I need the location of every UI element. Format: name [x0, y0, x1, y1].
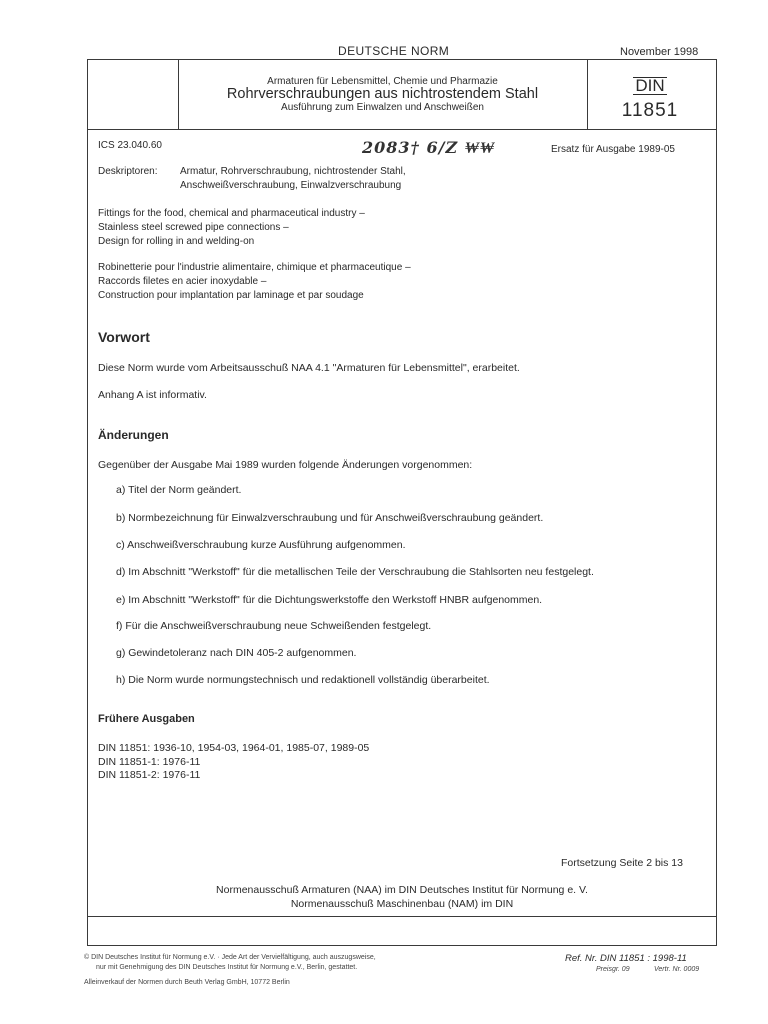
replacement-note: Ersatz für Ausgabe 1989-05 [551, 144, 675, 155]
committee-bottom-rule [88, 916, 716, 917]
sales-note: Alleinverkauf der Normen durch Beuth Verlag GmbH, 10772 Berlin [84, 979, 290, 986]
reference-number: Ref. Nr. DIN 11851 : 1998-11 [565, 953, 687, 964]
handwritten-stamp: 2083† 6/Z ₩₩ [362, 138, 496, 157]
previous-edition-line-2: DIN 11851-1: 1976-11 [98, 756, 201, 768]
english-title-line-2: Stainless steel screwed pipe connections – [98, 222, 289, 233]
previous-editions-heading: Frühere Ausgaben [98, 713, 195, 725]
committee-line-1: Normenausschuß Armaturen (NAA) im DIN Deutsches Institut für Normung e. V. [216, 884, 588, 896]
descriptors-label: Deskriptoren: [98, 166, 158, 177]
aenderungen-intro: Gegenüber der Ausgabe Mai 1989 wurden folgende Änderungen vorgenommen: [98, 459, 473, 471]
document-frame [87, 59, 717, 946]
english-title-line-3: Design for rolling in and welding-on [98, 236, 255, 247]
vorwort-paragraph-2: Anhang A ist informativ. [98, 389, 207, 401]
descriptors-line-1: Armatur, Rohrverschraubung, nichtrostender Stahl, [180, 166, 406, 177]
change-item-d: d) Im Abschnitt "Werkstoff" für die metallischen Teile der Verschraubung die Stahlsorten neu festgelegt. [116, 566, 594, 578]
change-item-a: a) Titel der Norm geändert. [116, 484, 242, 496]
previous-edition-line-1: DIN 11851: 1936-10, 1954-03, 1964-01, 1985-07, 1989-05 [98, 742, 370, 754]
title-block-divider-right [587, 60, 588, 130]
previous-edition-line-3: DIN 11851-2: 1976-11 [98, 769, 201, 781]
din-label: DIN [635, 76, 665, 95]
subtitle-top: Armaturen für Lebensmittel, Chemie und Pharmazie [267, 76, 498, 87]
price-group: Preisgr. 09 [596, 966, 630, 973]
vorwort-heading: Vorwort [98, 329, 150, 345]
change-item-e: e) Im Abschnitt "Werkstoff" für die Dichtungswerkstoffe den Werkstoff HNBR aufgenommen. [116, 594, 543, 606]
aenderungen-heading: Änderungen [98, 428, 169, 442]
change-item-f: f) Für die Anschweißverschraubung neue Schweißenden festgelegt. [116, 620, 432, 632]
change-item-g: g) Gewindetoleranz nach DIN 405-2 aufgenommen. [116, 647, 357, 659]
continuation-note: Fortsetzung Seite 2 bis 13 [561, 857, 683, 869]
document-title: Rohrverschraubungen aus nichtrostendem Stahl [226, 86, 539, 102]
issue-date: November 1998 [620, 46, 699, 58]
subtitle-bottom: Ausführung zum Einwalzen und Anschweißen [281, 102, 484, 113]
committee-line-2: Normenausschuß Maschinenbau (NAM) im DIN [290, 898, 514, 910]
change-item-h: h) Die Norm wurde normungstechnisch und redaktionell vollständig überarbeitet. [116, 674, 490, 686]
title-block-divider-left [178, 60, 179, 130]
title-block-bottom-rule [88, 129, 716, 130]
ics-code: ICS 23.040.60 [98, 140, 162, 151]
vorwort-paragraph-1: Diese Norm wurde vom Arbeitsausschuß NAA 4.1 "Armaturen für Lebensmittel", erarbeitet. [98, 362, 520, 374]
copyright-line-1: © DIN Deutsches Institut für Normung e.V. · Jede Art der Vervielfältigung, auch auszugsweise, [84, 954, 376, 961]
french-title-line-2: Raccords filetes en acier inoxydable – [98, 276, 267, 287]
french-title-line-1: Robinetterie pour l'industrie alimentaire, chimique et pharmaceutique – [98, 262, 411, 273]
french-title-line-3: Construction pour implantation par laminage et par soudage [98, 290, 364, 301]
descriptors-line-2: Anschweißverschraubung, Einwalzverschraubung [180, 180, 402, 191]
english-title-line-1: Fittings for the food, chemical and pharmaceutical industry – [98, 208, 365, 219]
change-item-c: c) Anschweißverschraubung kurze Ausführung aufgenommen. [116, 539, 406, 551]
distribution-number: Vertr. Nr. 0009 [654, 966, 700, 973]
copyright-line-2: nur mit Genehmigung des DIN Deutsches Institut für Normung e.V., Berlin, gestattet. [96, 964, 358, 971]
standard-type-heading: DEUTSCHE NORM [338, 44, 450, 58]
change-item-b: b) Normbezeichnung für Einwalzverschraubung und für Anschweißverschraubung geändert. [116, 512, 544, 524]
din-number: 11851 [621, 100, 679, 121]
